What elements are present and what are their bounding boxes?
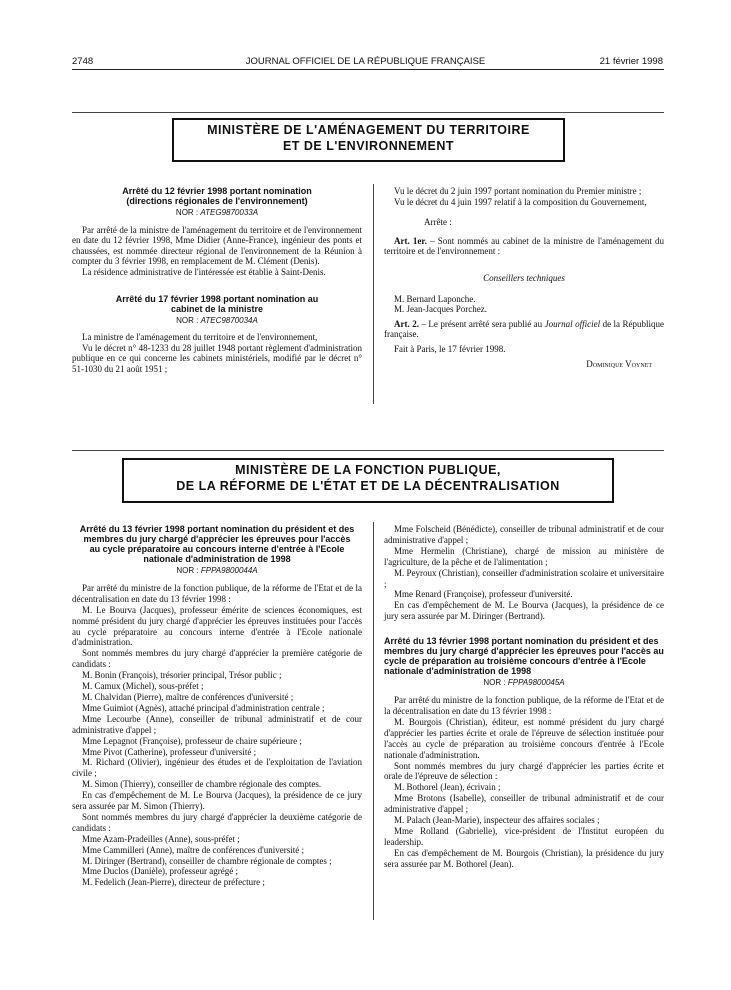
arrete2-done: Fait à Paris, le 17 février 1998. <box>394 343 506 354</box>
arrete3-paragraph: M. Le Bourva (Jacques), professeur émérite de sciences économiques, est nommé président du jury chargé d'apprécier les épreuves instituées pour l'accès au cycle préparatoire au concours interne d'entrée à l'Ecole nationale d'administration. <box>72 604 362 648</box>
journal-title: JOURNAL OFFICIEL DE LA RÉPUBLIQUE FRANÇAISE <box>245 56 486 67</box>
arrete3-paragraph: M. Simon (Thierry), conseiller de chambre régionale des comptes. <box>82 779 322 790</box>
arrete4-title: Arrêté du 13 février 1998 portant nomination du président et des membres du jury chargé d'apprécier les épreuves pour l'accès au cycle de préparation au troisième concours d'entrée à l'Ecole nationale d'administration de 1998 <box>384 636 664 677</box>
ministry2-right-column <box>384 524 664 870</box>
ministry-heading-line2: DE LA RÉFORME DE L'ÉTAT ET DE LA DÉCENTRALISATION <box>176 479 560 493</box>
arrete3-paragraph: Mme Lepagnot (Françoise), professeur de chaire supérieure ; <box>82 735 302 746</box>
column-divider <box>373 522 374 920</box>
arrete3-paragraph: Mme Guimiot (Agnès), attaché principal d'administration centrale ; <box>82 702 325 713</box>
arrete3-paragraph: M. Camux (Michel), sous-préfet ; <box>82 681 204 692</box>
arrete4-paragraph: M. Palach (Jean-Marie), inspecteur des affaires sociales ; <box>394 815 600 826</box>
arrete2-art1: Art. 1er. – Sont nommés au cabinet de la ministre de l'aménagement du territoire et de l'environnement : <box>384 235 665 257</box>
arrete2-title: Arrêté du 17 février 1998 portant nomination au cabinet de la ministre <box>115 293 319 314</box>
arrete3-paragraph: En cas d'empêchement de M. Le Bourva (Jacques), la présidence de ce jury sera assurée par M. Diringer (Bertrand). <box>384 600 664 622</box>
arrete4-paragraph: Mme Rolland (Gabrielle), vice-président de l'Institut européen du leadership. <box>384 825 664 847</box>
arrete3-paragraph: Mme Renard (Françoise), professeur d'université. <box>394 589 573 600</box>
arrete3-paragraph: Sont nommés membres du jury chargé d'apprécier la deuxième catégorie de candidats : <box>72 811 362 833</box>
arrete3-paragraph: Mme Duclos (Danièle), professeur agrégé ; <box>82 866 238 877</box>
arrete4-paragraph: M. Bourgois (Christian), éditeur, est nommé président du jury chargé d'apprécier les parties écrite et orale de l'épreuve de sélection instituée pour l'accès au cycle de préparation au troisième concours d'entrée à l'Ecole nationale d'administration. <box>384 716 664 760</box>
arrete1-paragraph: La résidence administrative de l'intéressée est établie à Saint-Denis. <box>82 266 326 277</box>
arrete2-member: M. Bernard Laponche. <box>394 293 476 304</box>
arrete4-nor: NOR : FPPA9800045A <box>483 678 565 688</box>
arrete1-paragraph: Par arrêté de la ministre de l'aménagement du territoire et de l'environnement en date du 12 février 1998, Mme Didier (Anne-France), ingénieur des ponts et chaussées, est nommée directeur régional de l'environnement de la Réunion à compter du 3 février 1998, en remplacement de M. Clément (Denis). <box>72 224 362 267</box>
arrete3-paragraph: En cas d'empêchement de M. Le Bourva (Jacques), la présidence de ce jury sera assurée par M. Simon (Thierry). <box>72 790 362 812</box>
arrete2-role: Conseillers techniques <box>483 272 565 283</box>
ministry-heading-fonction-publique <box>122 458 614 503</box>
arrete3-nor: NOR : FPPA9800044A <box>176 566 258 575</box>
header-rule <box>72 69 664 70</box>
arrete4-paragraph: M. Bothorel (Jean), écrivain ; <box>394 782 501 793</box>
arrete3-paragraph: Mme Azam-Pradeilles (Anne), sous-préfet ; <box>82 833 240 844</box>
arrete4-paragraph: En cas d'empêchement de M. Bourgois (Christian), la présidence du jury sera assurée par M. Bothorel (Jean). <box>384 847 664 869</box>
ministry-heading-environnement <box>172 118 565 162</box>
arrete4-paragraph: Mme Brotons (Isabelle), conseiller de tribunal administratif et de cour administrative d'appel ; <box>384 793 664 815</box>
arrete3-paragraph: Mme Lecourbe (Anne), conseiller de tribunal administratif et de cour administrative d'appel ; <box>72 713 362 735</box>
issue-date: 21 février 1998 <box>599 56 663 67</box>
arrete1-title: Arrêté du 12 février 1998 portant nomination (directions régionales de l'environnement) <box>122 186 312 206</box>
arrete3-paragraph: M. Diringer (Bertrand), conseiller de chambre régionale de comptes ; <box>82 855 332 866</box>
ministry1-left-column <box>72 186 362 375</box>
arrete2-arrete: Arrête : <box>424 217 452 228</box>
arrete4-paragraph: Par arrêté du ministre de la fonction publique, de la réforme de l'Etat et de la décentralisation en date du 13 février 1998 : <box>384 695 664 716</box>
arrete3-title: Arrêté du 13 février 1998 portant nomination du président et des membres du jury chargé d'apprécier les épreuves pour l'accès au cycle préparatoire au concours interne d'entrée à l'Ecole nationale d'administration de 1998 <box>79 524 355 564</box>
arrete2-art2: Art. 2. – Le présent arrêté sera publié au Journal officiel de la République française. <box>384 318 665 340</box>
arrete3-paragraph: Mme Hermelin (Christiane), chargé de mission au ministère de l'agriculture, de la pêche et de l'alimentation ; <box>384 545 664 567</box>
arrete3-paragraph: M. Richard (Olivier), ingénieur des études et de l'exploitation de l'aviation civile ; <box>72 757 362 779</box>
arrete3-paragraph: Par arrêté du ministre de la fonction publique, de la réforme de l'Etat et de la décentralisation en date du 13 février 1998 : <box>72 582 362 604</box>
arrete3-paragraph: Mme Pivot (Catherine), professeur d'université ; <box>82 746 257 757</box>
ministry1-right-column <box>384 186 664 369</box>
arrete3-paragraph: M. Chalvidan (Pierre), maître de conférences d'université ; <box>82 691 294 702</box>
arrete3-paragraph: Mme Cammilleri (Anne), maître de conférences d'université ; <box>82 844 305 855</box>
arrete2-paragraph: Vu le décret du 4 juin 1997 relatif à la composition du Gouvernement, <box>394 196 647 207</box>
arrete3-paragraph: Mme Folscheid (Bénédicte), conseiller de tribunal administratif et de cour administrative d'appel ; <box>384 524 664 545</box>
arrete2-signature: Dominique Voynet <box>586 358 652 369</box>
arrete4-paragraph: Sont nommés membres du jury chargé d'apprécier les parties écrite et orale de l'épreuve de sélection : <box>384 760 664 782</box>
arrete3-paragraph: M. Bonin (François), trésorier principal, Trésor public ; <box>82 670 282 681</box>
arrete3-paragraph: Sont nommés membres du jury chargé d'apprécier la première catégorie de candidats : <box>72 648 362 670</box>
ministry-heading-line1: MINISTÈRE DE LA FONCTION PUBLIQUE, <box>235 463 501 477</box>
section-rule <box>72 450 664 451</box>
column-divider <box>373 184 374 404</box>
ministry-heading-line2: ET DE L'ENVIRONNEMENT <box>282 139 455 153</box>
arrete2-paragraph: Vu le décret du 2 juin 1997 portant nomination du Premier ministre ; <box>394 186 642 196</box>
ministry2-left-column <box>72 524 362 888</box>
ministry-heading-line1: MINISTÈRE DE L'AMÉNAGEMENT DU TERRITOIRE <box>207 123 530 137</box>
arrete3-paragraph: M. Fedelich (Jean-Pierre), directeur de préfecture ; <box>82 877 265 888</box>
arrete2-paragraph: Vu le décret n° 48-1233 du 28 juillet 1948 portant règlement d'administration publique en ce qui concerne les cabinets ministériels, modifié par le décret n° 51-1030 du 21 août 1951 ; <box>72 342 362 374</box>
page-number: 2748 <box>72 56 94 67</box>
arrete2-member: M. Jean-Jacques Porchez. <box>394 304 487 315</box>
arrete2-paragraph: La ministre de l'aménagement du territoire et de l'environnement, <box>82 332 318 343</box>
arrete2-nor: NOR : ATEC9870034A <box>176 315 258 325</box>
arrete1-nor: NOR : ATEG9870033A <box>175 208 259 217</box>
arrete3-paragraph: M. Peyroux (Christian), conseiller d'administration scolaire et universitaire ; <box>384 567 664 589</box>
section-rule <box>72 112 664 113</box>
